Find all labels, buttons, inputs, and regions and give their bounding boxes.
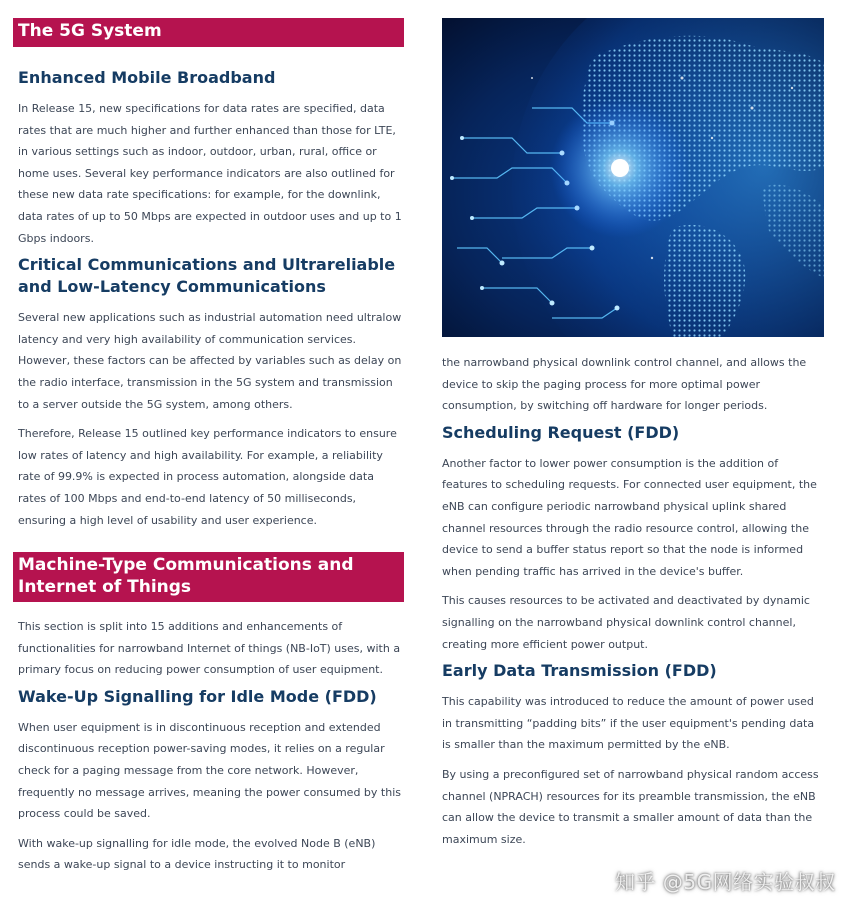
zhihu-watermark: 知乎 @5G网络实验叔叔 <box>615 870 836 894</box>
paragraph-edt-2: By using a preconfigured set of narrowband physical random access channel (NPRACH) resources for its preamble transmission, the eNB can allow the device to transmit a smaller amount of data than the maximum size. <box>442 767 819 846</box>
globe-network-image <box>442 18 824 337</box>
heading-wus: Wake-Up Signalling for Idle Mode (FDD) <box>18 686 377 706</box>
right-column <box>442 18 824 850</box>
left-column <box>13 18 404 876</box>
section-banner-5g-system: The 5G System <box>13 18 404 47</box>
section-banner-mtc: Machine-Type Communications and Internet of Things <box>13 552 404 602</box>
heading-scheduling-request: Scheduling Request (FDD) <box>442 422 680 442</box>
paragraph-sr-2: This causes resources to be activated and deactivated by dynamic signalling on the narrowband physical downlink control channel, creating more efficient power output. <box>442 594 810 651</box>
paragraph-critical-1: Several new applications such as industrial automation need ultralow latency and very high availability of communication services. However, these factors can be affected by variables such as delay on the radio interface, transmission in the 5G system and transmission to a server outside the 5G system, among others. <box>18 311 402 411</box>
paragraph-embb: In Release 15, new specifications for data rates are specified, data rates that are much higher and further enhanced than those for LTE, in various settings such as indoor, outdoor, urban, rural, office or home uses. Several key performance indicators are also outlined for these new data rate specifications: for example, for the downlink, data rates of up to 50 Mbps are expected in outdoor uses and up to 1 Gbps indoors. <box>18 102 402 245</box>
paragraph-wus-1: When user equipment is in discontinuous reception and extended discontinuous reception power-saving modes, it relies on a regular check for a paging message from the core network. However, frequently no message arrives, meaning the power consumed by this process could be saved. <box>18 720 401 821</box>
paragraph-sr-1: Another factor to lower power consumption is the addition of features to scheduling requests. For connected user equipment, the eNB can configure periodic narrowband physical uplink shared channel resources through the radio resource control, allowing the device to send a buffer status report so that the node is informed when pending traffic has arrived in the device's buffer. <box>442 456 817 578</box>
paragraph-mtc: This section is split into 15 additions and enhancements of functionalities for narrowband Internet of things (NB-IoT) uses, with a primary focus on reducing power consumption of user equipment. <box>18 620 401 677</box>
heading-early-data-transmission: Early Data Transmission (FDD) <box>442 661 717 681</box>
heading-embb: Enhanced Mobile Broadband <box>18 68 276 87</box>
heading-critical-comms: Critical Communications and Ultrareliable and Low-Latency Communications <box>18 255 396 297</box>
paragraph-wus-continued: the narrowband physical downlink control channel, and allows the device to skip the paging process for more optimal power consumption, by switching off hardware for longer periods. <box>442 356 807 413</box>
paragraph-wus-2: With wake-up signalling for idle mode, the evolved Node B (eNB) sends a wake-up signal to a device instructing it to monitor <box>18 836 376 872</box>
paragraph-edt-1: This capability was introduced to reduce the amount of power used in transmitting “padding bits” if the user equipment's pending data is smaller than the maximum permitted by the eNB. <box>442 695 815 752</box>
paragraph-critical-2: Therefore, Release 15 outlined key performance indicators to ensure low rates of latency and high availability. For example, a reliability rate of 99.9% is expected in process automation, alongside data rates of 100 Mbps and end-to-end latency of 50 milliseconds, ensuring a high level of usability and user experience. <box>18 427 397 527</box>
